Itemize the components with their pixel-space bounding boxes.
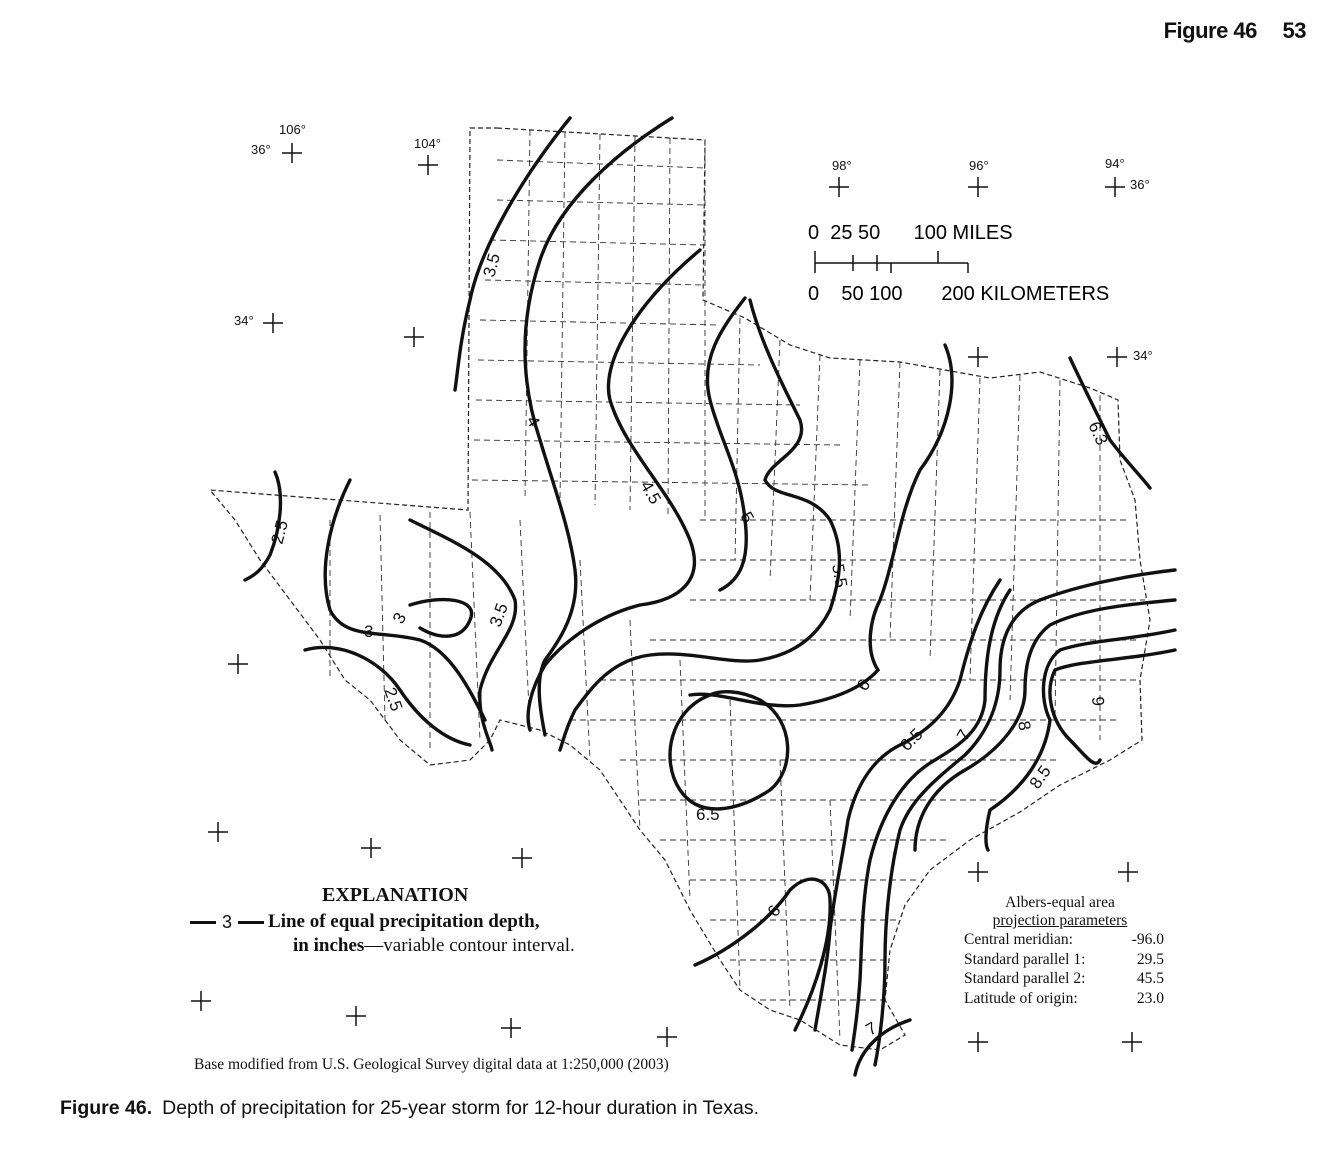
- projection-label: Central meridian:: [964, 931, 1073, 948]
- contour-4: [522, 118, 672, 735]
- legend-entry: [190, 911, 575, 933]
- page-number: 53: [1282, 18, 1306, 43]
- label-6-5-b: 6.5: [696, 805, 720, 824]
- lat-36-east: 36°: [1130, 177, 1150, 192]
- label-4-5: 4.5: [636, 477, 665, 508]
- projection-value: 29.5: [1136, 950, 1164, 968]
- label-3-5-a: 3.5: [485, 600, 512, 630]
- projection-row: [964, 969, 1164, 989]
- legend-units-rest: —variable contour interval.: [364, 935, 575, 956]
- label-2-5-b: 2.5: [380, 684, 407, 714]
- projection-value: 45.5: [1136, 970, 1164, 987]
- label-6-b: 6: [763, 901, 785, 921]
- contour-6-3: [1070, 358, 1150, 488]
- legend-title: EXPLANATION: [322, 884, 469, 906]
- contour-3-5-north: [455, 118, 570, 390]
- graticule-labels: [234, 122, 1153, 363]
- legend-line-sample-right: [238, 921, 264, 924]
- contour-5: [707, 298, 746, 590]
- lat-34-east: 34°: [1133, 348, 1153, 363]
- legend: [190, 884, 575, 957]
- projection-label: Latitude of origin:: [964, 989, 1078, 1007]
- contour-9: [1050, 650, 1175, 763]
- label-7-a: 7: [953, 726, 975, 744]
- figure-caption: [60, 1097, 759, 1120]
- legend-line-sample-left: [190, 921, 216, 924]
- legend-line-text: Line of equal precipitation depth,: [268, 911, 540, 932]
- label-5: 5: [736, 508, 758, 527]
- label-5-5: 5.5: [828, 562, 851, 589]
- legend-sample-value: 3: [222, 911, 233, 932]
- lat-34-west: 34°: [234, 313, 254, 328]
- projection-subtitle: projection parameters: [992, 912, 1128, 929]
- label-2-5-a: 2.5: [267, 518, 292, 547]
- projection-value: -96.0: [1131, 931, 1164, 948]
- contour-6-5-loop: [670, 692, 788, 809]
- legend-units-bold: in inches: [293, 935, 365, 956]
- lon-96: 96°: [969, 158, 989, 173]
- base-note: Base modified from U.S. Geological Survey digital data at 1:250,000 (2003): [194, 1056, 669, 1073]
- label-6-5-a: 6.5: [896, 724, 927, 755]
- lon-98: 98°: [832, 158, 852, 173]
- contour-6-south: [695, 879, 830, 1030]
- contour-3-5-west: [410, 520, 516, 750]
- label-3-a: 3: [364, 622, 374, 641]
- label-6-a: 6: [853, 676, 875, 694]
- label-8: 8: [1014, 719, 1035, 733]
- projection-row: [964, 950, 1164, 970]
- projection-label: Standard parallel 2:: [964, 970, 1086, 987]
- projection-value: 23.0: [1136, 989, 1164, 1007]
- label-7-b: 7: [862, 1018, 881, 1040]
- label-6-3: 6.3: [1084, 418, 1112, 449]
- scale-bar: [808, 222, 1109, 305]
- projection-label: Standard parallel 1:: [964, 950, 1086, 968]
- projection-box: [964, 894, 1164, 1008]
- projection-row: [964, 930, 1164, 950]
- label-3-b: 3: [389, 609, 411, 627]
- contour-6-central: [690, 345, 952, 706]
- contour-5-5: [560, 300, 839, 750]
- scale-miles-label: 0 25 50 100 MILES: [808, 222, 1013, 244]
- projection-row: [964, 989, 1164, 1009]
- caption-text: Depth of precipitation for 25-year storm for 12-hour duration in Texas.: [162, 1097, 759, 1119]
- label-8-5: 8.5: [1025, 762, 1055, 793]
- lon-94: 94°: [1105, 156, 1125, 171]
- lon-106: 106°: [279, 122, 306, 137]
- scale-km-label: 0 50 100 200 KILOMETERS: [808, 283, 1110, 305]
- label-4: 4: [522, 412, 544, 431]
- lon-104: 104°: [414, 136, 441, 151]
- contour-3-loop: [410, 600, 472, 637]
- label-9: 9: [1088, 695, 1108, 707]
- projection-title: Albers-equal area: [1005, 894, 1115, 911]
- label-3-5-b: 3.5: [479, 251, 504, 280]
- figure-ref: Figure 46: [1163, 18, 1257, 43]
- lat-36-west: 36°: [251, 142, 271, 157]
- legend-units: [293, 935, 575, 957]
- caption-label: Figure 46.: [60, 1097, 153, 1119]
